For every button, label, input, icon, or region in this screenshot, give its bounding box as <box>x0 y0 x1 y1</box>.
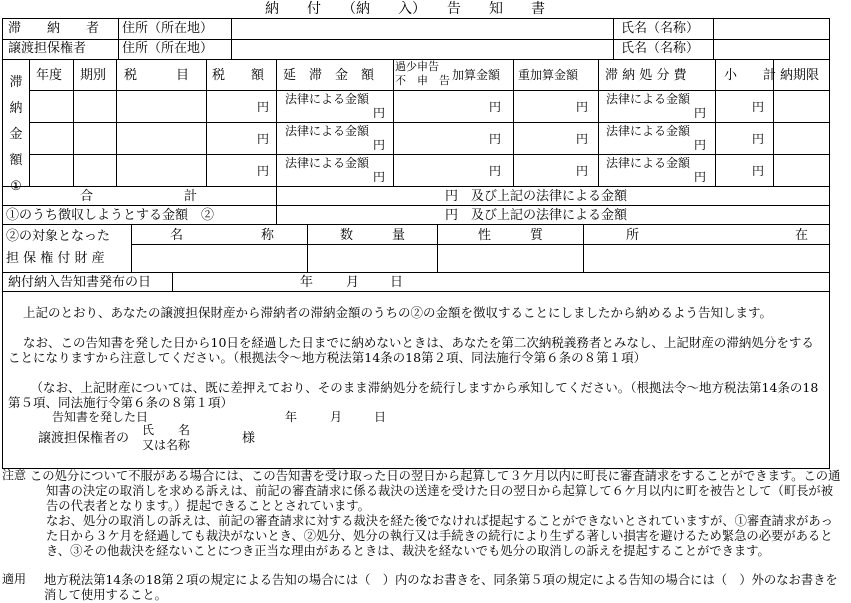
undeclared-yen: 円 <box>489 164 502 178</box>
col-late-fee: 延 滞 金 額 <box>283 68 375 83</box>
col-tax: 税 額 <box>212 68 265 83</box>
undeclared-yen: 円 <box>489 100 502 114</box>
delinquent-name-label: 氏名（名称） <box>621 21 700 36</box>
issued-year: 年 <box>285 410 298 424</box>
undeclared-yen: 円 <box>489 132 502 146</box>
issue-date-label: 納付納入告知書発布の日 <box>8 275 152 290</box>
issued-month: 月 <box>330 410 343 424</box>
disposal-yen: 円 <box>694 138 707 152</box>
property-col-name: 名 称 <box>170 228 275 243</box>
late-fee-yen: 円 <box>373 138 386 152</box>
disposal-yen: 円 <box>694 106 707 120</box>
col-undeclared-bottom: 不 申 告 <box>395 74 450 87</box>
col-disposal-cost: 滞 納 処 分 費 <box>605 68 687 83</box>
delinquent-label: 滞 納 者 <box>8 21 100 36</box>
col-heavy-add: 重加算金額 <box>518 68 579 82</box>
subtotal-yen: 円 <box>752 100 765 114</box>
subtotal-yen: 円 <box>752 164 765 178</box>
late-fee-yen: 円 <box>373 170 386 184</box>
tax-yen: 円 <box>257 100 270 114</box>
late-fee-yen: 円 <box>373 106 386 120</box>
tax-yen: 円 <box>257 132 270 146</box>
collect-suffix: 円 及び上記の法律による金額 <box>445 208 628 223</box>
notice-paragraph-1: 上記のとおり、あなたの譲渡担保財産から滞納者の滞納金額のうちの②の金額を徴収することにしましたから納めるよう告知します。 <box>23 305 773 320</box>
col-subtotal: 小 計 <box>724 68 777 83</box>
col-period: 期別 <box>80 68 107 83</box>
collect-label: ①のうち徴収しようとする金額 ② <box>6 208 215 223</box>
apply-text: 地方税法第14条の18第２項の規定による告知の場合には（ ）内のなお書きを、同条第５項の規定による告知の場合には（ ）外のなお書きを消して使用すること。 <box>44 573 838 602</box>
col-undeclared-suffix: 加算金額 <box>452 68 501 82</box>
heavy-add-yen: 円 <box>576 100 589 114</box>
tax-yen: 円 <box>257 164 270 178</box>
name-top: 氏 名 <box>142 423 191 437</box>
guarantor-name-label: 氏名（名称） <box>621 41 700 56</box>
guarantor-label: 譲渡担保権者 <box>8 41 87 56</box>
delinquent-address-label: 住所（所在地） <box>122 21 214 36</box>
name-bottom: 又は名称 <box>142 438 191 452</box>
to-prefix: 譲渡担保権者の <box>38 431 130 446</box>
notice-paragraph-3: （なお、上記財産については、既に差押えており、そのまま滞納処分を続行しますから承知してください。（根拠法令～地方税法第14条の18第５項、同法施行令第６条の８第１項） <box>8 380 819 410</box>
issued-label: 告知書を発した日 <box>52 410 149 424</box>
guarantor-address-label: 住所（所在地） <box>122 41 214 56</box>
disposal-legal: 法律による金額 <box>606 124 691 138</box>
sama: 様 <box>242 431 256 446</box>
col-deadline: 納期限 <box>780 68 820 83</box>
heavy-add-yen: 円 <box>576 132 589 146</box>
property-label-1: ②の対象となった <box>6 229 111 244</box>
issue-day: 日 <box>390 275 404 290</box>
issued-day: 日 <box>374 410 387 424</box>
total-suffix: 円 及び上記の法律による金額 <box>445 189 628 204</box>
late-fee-legal: 法律による金額 <box>285 156 370 170</box>
col-item: 税 目 <box>124 68 190 83</box>
subtotal-yen: 円 <box>752 132 765 146</box>
disposal-legal: 法律による金額 <box>606 156 691 170</box>
heavy-add-yen: 円 <box>576 164 589 178</box>
disposal-yen: 円 <box>694 170 707 184</box>
notes-label: 注意 <box>2 468 27 482</box>
notes-text-2: なお、処分の取消しの訴えは、前記の審査請求に対する裁決を経た後でなければ提起することができないとされていますが、①審査請求があった日から３ケ月を経過しても裁決がないとき、②処分、処分の執行又は手続きの続行により生ずる著しい損害を避けるため緊急の必要があるとき、③その他裁決を経ないことにつき正当な理由があるときは、裁決を経ないでも処分の取消しの訴えを提起することができます。 <box>46 514 833 558</box>
notice-paragraph-2: なお、この告知書を発した日から10日を経過した日までに納めないときは、あなたを第二次納税義務者とみなし、上記財産の滞納処分をすることになりますから注意してください。（根拠法令～地方税法第14条の18第２項、同法施行令第６条の８第１項） <box>8 335 814 365</box>
property-col-nature: 性 質 <box>478 228 544 243</box>
property-col-location: 所 在 <box>626 228 809 243</box>
disposal-legal: 法律による金額 <box>606 92 691 106</box>
issue-month: 月 <box>346 275 360 290</box>
late-fee-legal: 法律による金額 <box>285 124 370 138</box>
apply-label: 適用 <box>2 572 27 586</box>
issue-year: 年 <box>300 275 314 290</box>
late-fee-legal: 法律による金額 <box>285 92 370 106</box>
property-col-quantity: 数 量 <box>340 228 406 243</box>
col-undeclared-top: 過少申告 <box>395 60 439 73</box>
page-title: 納 付 （納 入） 告 知 書 <box>265 1 545 17</box>
side-label: 滞 納 金 額 ① <box>9 75 23 194</box>
notes-text-1: この処分について不服がある場合には、この告知書を受け取った日の翌日から起算して３ケ月以内に町長に審査請求をすることができます。この通知書の決定の取消しを求める訴えは、前記の審査請求に係る裁決の送達を受けた日の翌日から起算して６ケ月以内に町を被告として（町長が被告の代表者となります。）提起できることとされています。 <box>30 469 841 513</box>
total-label: 合 計 <box>80 189 198 204</box>
property-label-2: 担 保 権 付 財 産 <box>6 251 105 266</box>
col-year: 年度 <box>36 68 63 83</box>
